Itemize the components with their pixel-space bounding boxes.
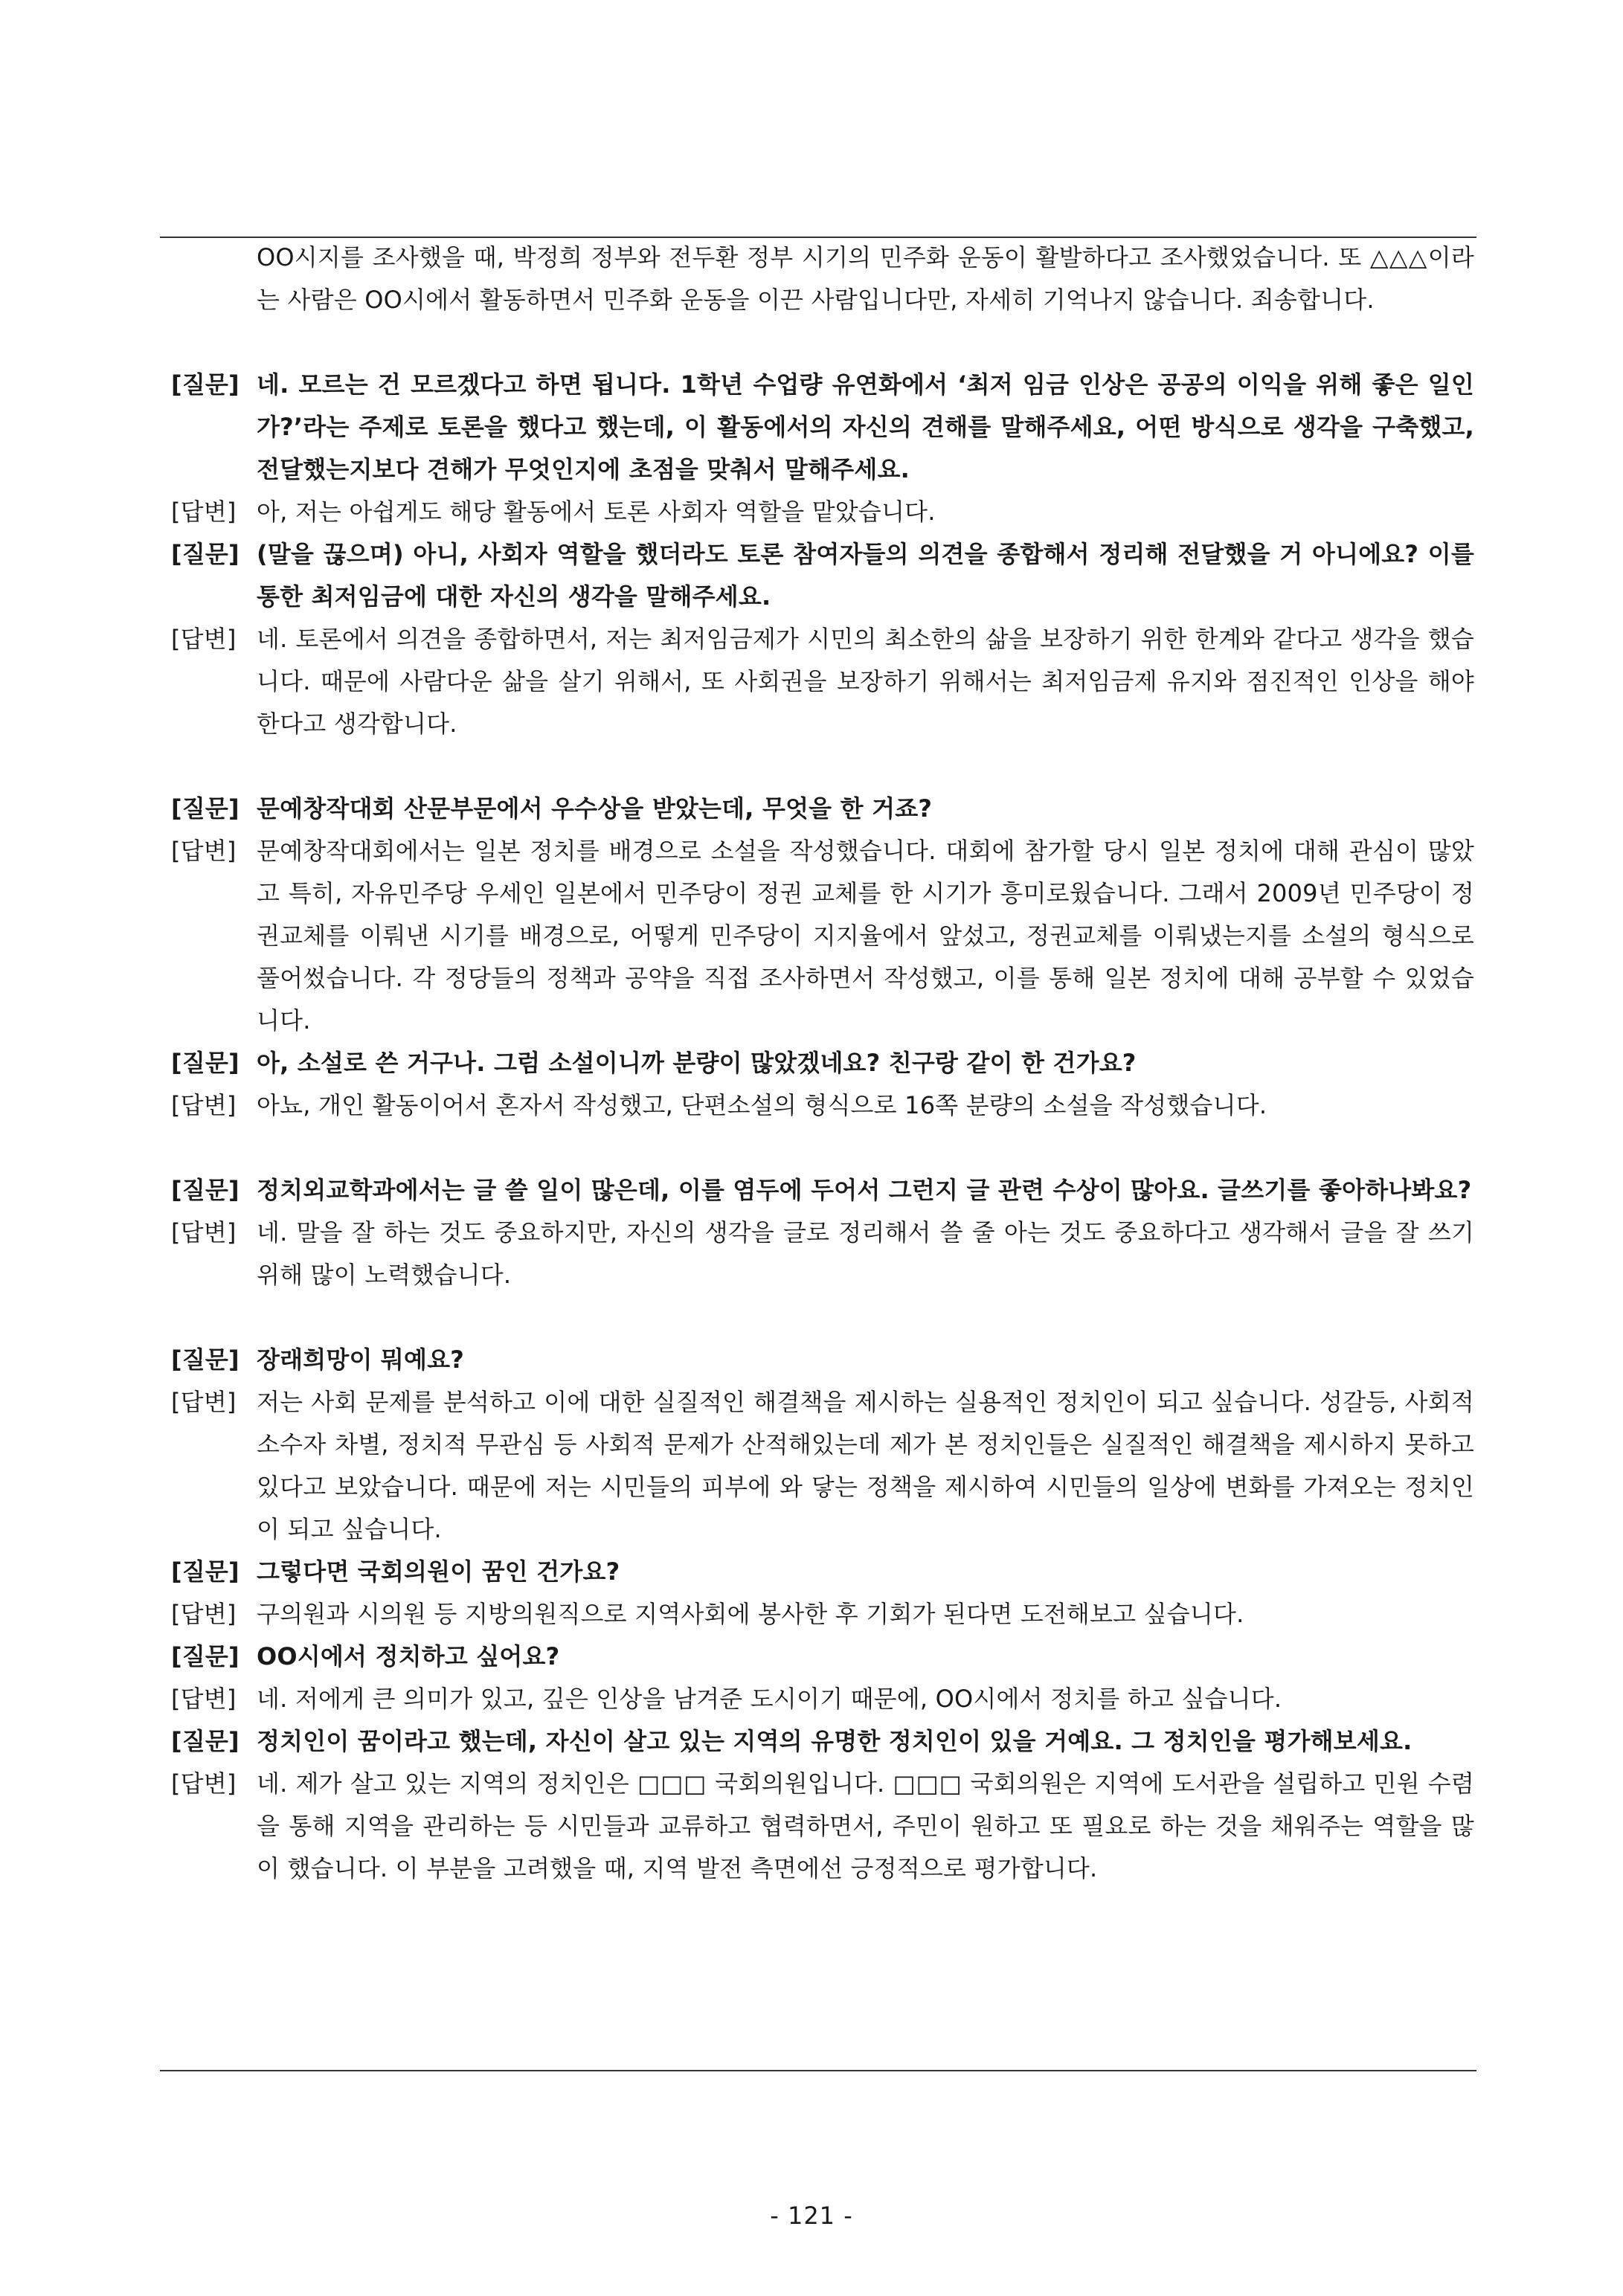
question-entry bbox=[171, 364, 1474, 491]
answer-text: 아뇨, 개인 활동이어서 혼자서 작성했고, 단편소설의 형식으로 16쪽 분량의 소설을 작성했습니다. bbox=[257, 1091, 1267, 1119]
answer-text: 네. 제가 살고 있는 지역의 정치인은 □□□ 국회의원입니다. □□□ 국회의원은 지역에 도서관을 설립하고 민원 수렴을 통해 지역을 관리하는 등 시민들과 교류하고 협력하면서, 주민이 원하고 또 필요로 하는 것을 채워주는 역할을 많이 했습니다. 이 부분을 고려했을 때, 지역 발전 측면에선 긍정적으로 평가합니다. bbox=[257, 1769, 1474, 1882]
question-entry bbox=[171, 1339, 1474, 1381]
answer-text: 문예창작대회에서는 일본 정치를 배경으로 소설을 작성했습니다. 대회에 참가할 당시 일본 정치에 대해 관심이 많았고 특히, 자유민주당 우세인 일본에서 민주당이 정권 교체를 한 시기가 흥미로웠습니다. 그래서 2009년 민주당이 정권교체를 이뤄낸 시기를 배경으로, 어떻게 민주당이 지지율에서 앞섰고, 정권교체를 이뤄냈는지를 소설의 형식으로 풀어썼습니다. 각 정당들의 정책과 공약을 직접 조사하면서 작성했고, 이를 통해 일본 정치에 대해 공부할 수 있었습니다. bbox=[257, 837, 1474, 1035]
interview-transcript bbox=[171, 237, 1474, 1890]
answer-tag: [답변] bbox=[171, 1685, 237, 1713]
answer-text: OO시지를 조사했을 때, 박정희 정부와 전두환 정부 시기의 민주화 운동이 활발하다고 조사했었습니다. 또 △△△이라는 사람은 OO시에서 활동하면서 민주화 운동을 이끈 사람입니다만, 자세히 기억나지 않습니다. 죄송합니다. bbox=[257, 243, 1474, 314]
question-text: 문예창작대회 산문부문에서 우수상을 받았는데, 무엇을 한 거죠? bbox=[257, 794, 933, 823]
answer-tag: [답변] bbox=[171, 837, 237, 865]
bottom-rule bbox=[160, 2070, 1476, 2071]
question-text: 네. 모르는 건 모르겠다고 하면 됩니다. 1학년 수업량 유연화에서 ‘최저 임금 인상은 공공의 이익을 위해 좋은 일인가?’라는 주제로 토론을 했다고 했는데, 이 활동에서의 자신의 견해를 말해주세요, 어떤 방식으로 생각을 구축했고, 전달했는지보다 견해가 무엇인지에 초점을 맞춰서 말해주세요. bbox=[257, 370, 1474, 483]
answer-entry bbox=[171, 830, 1474, 1042]
paragraph-gap bbox=[171, 745, 1474, 788]
answer-text: 아, 저는 아쉽게도 해당 활동에서 토론 사회자 역할을 맡았습니다. bbox=[257, 498, 936, 526]
question-tag: [질문] bbox=[171, 794, 240, 823]
answer-entry bbox=[171, 618, 1474, 745]
answer-entry bbox=[171, 1381, 1474, 1551]
answer-entry bbox=[171, 1593, 1474, 1636]
question-entry bbox=[171, 1169, 1474, 1212]
question-text: 정치외교학과에서는 글 쓸 일이 많은데, 이를 염두에 두어서 그런지 글 관련 수상이 많아요. 글쓰기를 좋아하나봐요? bbox=[257, 1176, 1472, 1204]
question-entry bbox=[171, 1551, 1474, 1593]
paragraph-gap bbox=[171, 1127, 1474, 1169]
answer-tag: [답변] bbox=[171, 1218, 237, 1247]
answer-text: 네. 저에게 큰 의미가 있고, 깊은 인상을 남겨준 도시이기 때문에, OO시에서 정치를 하고 싶습니다. bbox=[257, 1685, 1282, 1713]
question-tag: [질문] bbox=[171, 370, 240, 399]
answer-text: 네. 토론에서 의견을 종합하면서, 저는 최저임금제가 시민의 최소한의 삶을 보장하기 위한 한계와 같다고 생각을 했습니다. 때문에 사람다운 삶을 살기 위해서, 또 사회권을 보장하기 위해서는 최저임금제 유지와 점진적인 인상을 해야 한다고 생각합니다. bbox=[257, 625, 1474, 738]
answer-entry bbox=[171, 1212, 1474, 1296]
question-text: 그렇다면 국회의원이 꿈인 건가요? bbox=[257, 1557, 620, 1586]
answer-tag: [답변] bbox=[171, 1769, 237, 1798]
question-text: 정치인이 꿈이라고 했는데, 자신이 살고 있는 지역의 유명한 정치인이 있을 거예요. 그 정치인을 평가해보세요. bbox=[257, 1727, 1413, 1755]
answer-entry bbox=[171, 491, 1474, 533]
question-tag: [질문] bbox=[171, 1727, 240, 1755]
answer-continuation bbox=[171, 237, 1474, 321]
question-tag: [질문] bbox=[171, 1176, 240, 1204]
question-entry bbox=[171, 533, 1474, 618]
answer-entry bbox=[171, 1763, 1474, 1890]
answer-tag: [답변] bbox=[171, 1091, 237, 1119]
question-text: 장래희망이 뭐예요? bbox=[257, 1345, 464, 1374]
question-tag: [질문] bbox=[171, 1642, 240, 1670]
page-number: - 121 - bbox=[770, 2202, 853, 2230]
answer-text: 네. 말을 잘 하는 것도 중요하지만, 자신의 생각을 글로 정리해서 쓸 줄 아는 것도 중요하다고 생각해서 글을 잘 쓰기위해 많이 노력했습니다. bbox=[257, 1218, 1474, 1289]
question-tag: [질문] bbox=[171, 1049, 240, 1077]
answer-tag: [답변] bbox=[171, 625, 237, 653]
answer-text: 저는 사회 문제를 분석하고 이에 대한 실질적인 해결책을 제시하는 실용적인 정치인이 되고 싶습니다. 성갈등, 사회적 소수자 차별, 정치적 무관심 등 사회적 문제가 산적해있는데 제가 본 정치인들은 실질적인 해결책을 제시하지 못하고 있다고 보았습니다. 때문에 저는 시민들의 피부에 와 닿는 정책을 제시하여 시민들의 일상에 변화를 가져오는 정치인이 되고 싶습니다. bbox=[257, 1388, 1474, 1543]
paragraph-gap bbox=[171, 1296, 1474, 1339]
answer-text: 구의원과 시의원 등 지방의원직으로 지역사회에 봉사한 후 기회가 된다면 도전해보고 싶습니다. bbox=[257, 1600, 1244, 1628]
paragraph-gap bbox=[171, 321, 1474, 364]
question-text: 아, 소설로 쓴 거구나. 그럼 소설이니까 분량이 많았겠네요? 친구랑 같이 한 건가요? bbox=[257, 1049, 1137, 1077]
answer-entry bbox=[171, 1678, 1474, 1720]
question-tag: [질문] bbox=[171, 1345, 240, 1374]
answer-entry bbox=[171, 1084, 1474, 1127]
question-tag: [질문] bbox=[171, 1557, 240, 1586]
question-tag: [질문] bbox=[171, 540, 240, 568]
answer-tag: [답변] bbox=[171, 1388, 237, 1416]
answer-tag: [답변] bbox=[171, 1600, 237, 1628]
question-text: OO시에서 정치하고 싶어요? bbox=[257, 1642, 560, 1670]
question-text: (말을 끊으며) 아니, 사회자 역할을 했더라도 토론 참여자들의 의견을 종합해서 정리해 전달했을 거 아니에요? 이를 통한 최저임금에 대한 자신의 생각을 말해주세요. bbox=[257, 540, 1474, 611]
question-entry bbox=[171, 788, 1474, 830]
question-entry bbox=[171, 1042, 1474, 1084]
question-entry bbox=[171, 1720, 1474, 1763]
question-entry bbox=[171, 1636, 1474, 1678]
answer-tag: [답변] bbox=[171, 498, 237, 526]
